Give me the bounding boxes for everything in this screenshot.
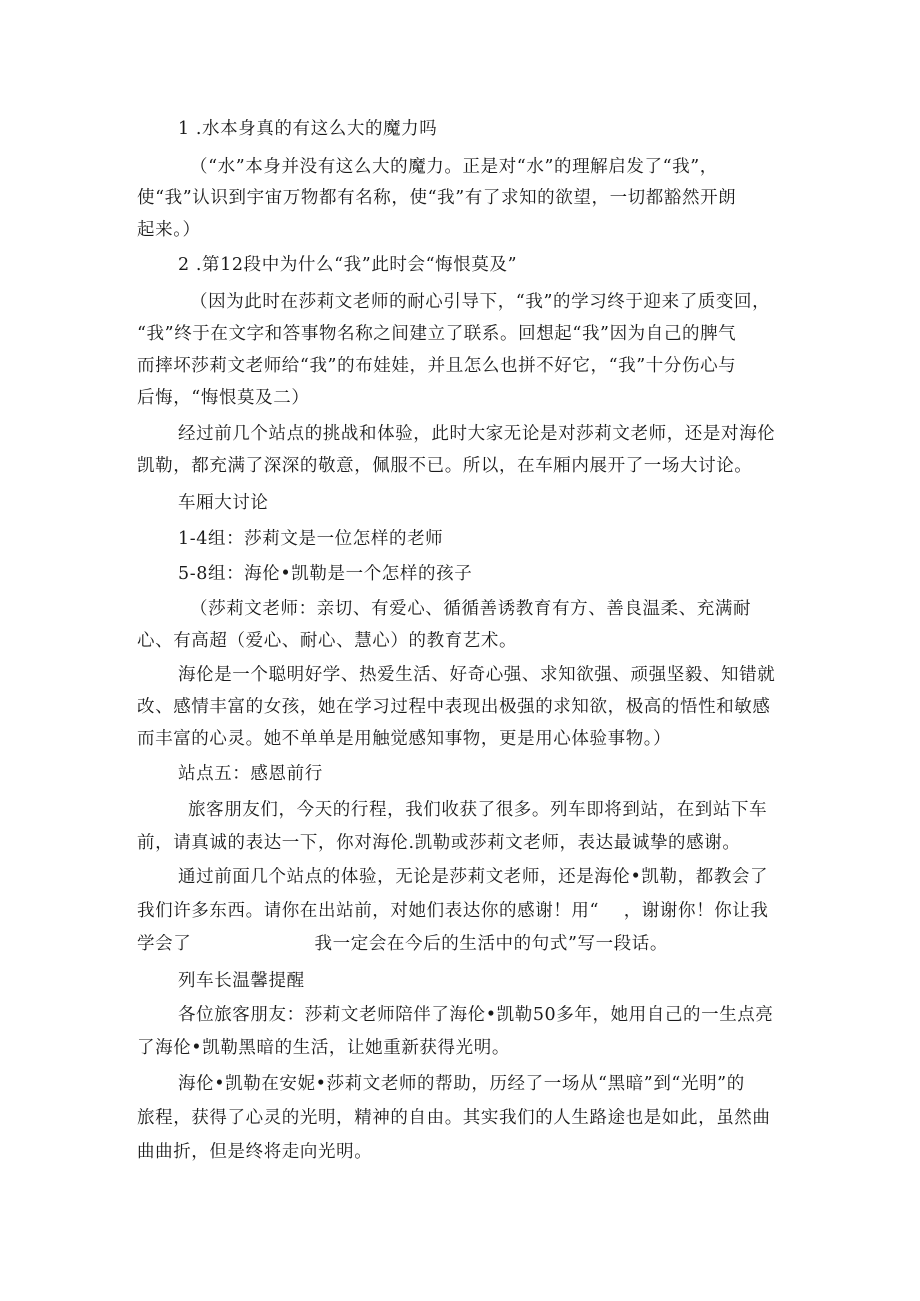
station-five-para-1-line-1: 旅客朋友们，今天的行程，我们收获了很多。列车即将到站，在到站下车	[188, 800, 768, 820]
answer-2-line-4: 后悔，“悔恨莫及二）	[137, 388, 310, 408]
reminder-para-1-line-2: 了海伦•凯勒黑暗的生活，让她重新获得光明。	[137, 1038, 510, 1058]
reminder-para-2-line-1: 海伦•凯勒在安妮•莎莉文老师的帮助，历经了一场从“黑暗”到“光明”的	[178, 1074, 745, 1094]
helen-answer-line-1: 海伦是一个聪明好学、热爱生活、好奇心强、求知欲强、顽强坚毅、知错就	[178, 665, 776, 685]
question-2: 2 .第12段中为什么“我”此时会“悔恨莫及”	[178, 255, 518, 275]
group-1-4-topic: 1-4组：莎莉文是一位怎样的老师	[178, 529, 444, 549]
answer-2-line-2: “我”终于在文字和答事物名称之间建立了联系。回想起“我”因为自己的脾气	[137, 324, 737, 344]
helen-answer-line-2: 改、感情丰富的女孩，她在学习过程中表现出极强的求知欲，极高的悟性和敏感	[137, 697, 771, 717]
section-heading-conductor-reminder: 列车长温馨提醒	[178, 971, 305, 991]
paragraph-transition-line-2: 凯勒，都充满了深深的敬意，佩服不已。所以，在车厢内展开了一场大讨论。	[137, 456, 753, 476]
answer-1-line-3: 起来。）	[137, 220, 201, 240]
paragraph-transition-line-1: 经过前几个站点的挑战和体验，此时大家无论是对莎莉文老师，还是对海伦	[178, 424, 776, 444]
sullivan-answer-line-1: （莎莉文老师：亲切、有爱心、循循善诱教育有方、善良温柔、充满耐	[190, 599, 752, 619]
reminder-para-2-line-2: 旅程，获得了心灵的光明，精神的自由。其实我们的人生路途也是如此，虽然曲	[137, 1108, 771, 1128]
station-five-para-2-line-3: 学会了 我一定会在今后的生活中的句式”写一段话。	[137, 934, 668, 954]
section-heading-discussion: 车厢大讨论	[178, 493, 269, 513]
reminder-para-2-line-3: 曲曲折，但是终将走向光明。	[137, 1142, 373, 1162]
station-five-para-2-line-1: 通过前面几个站点的体验，无论是莎莉文老师，还是海伦•凯勒，都教会了	[178, 867, 769, 887]
helen-answer-line-3: 而丰富的心灵。她不单单是用触觉感知事物，更是用心体验事物。）	[137, 729, 672, 749]
section-heading-station-five: 站点五：感恩前行	[178, 764, 323, 784]
answer-1-line-2: 使“我”认识到宇宙万物都有名称，使“我”有了求知的欲望，一切都豁然开朗	[137, 188, 737, 208]
group-5-8-topic: 5-8组：海伦•凯勒是一个怎样的孩子	[178, 564, 473, 584]
answer-2-line-3: 而摔坏莎莉文老师给“我”的布娃娃，并且怎么也拼不好它，“我”十分伤心与	[137, 356, 737, 376]
question-1: 1 .水本身真的有这么大的魔力吗	[178, 119, 438, 139]
sullivan-answer-line-2: 心、有高超（爱心、耐心、慧心）的教育艺术。	[137, 631, 518, 651]
reminder-para-1-line-1: 各位旅客朋友：莎莉文老师陪伴了海伦•凯勒50多年，她用自己的一生点亮	[178, 1005, 774, 1025]
station-five-para-2-line-2: 我们许多东西。请你在出站前，对她们表达你的感谢！用“ ，谢谢你！你让我	[137, 901, 769, 921]
answer-1-line-1: （“水”本身并没有这么大的魔力。正是对“水”的理解启发了“我”，	[190, 157, 718, 177]
answer-2-line-1: （因为此时在莎莉文老师的耐心引导下，“我”的学习终于迎来了质变回，	[190, 292, 771, 312]
station-five-para-1-line-2: 前，请真诚的表达一下，你对海伦.凯勒或莎莉文老师，表达最诚挚的感谢。	[137, 833, 741, 853]
